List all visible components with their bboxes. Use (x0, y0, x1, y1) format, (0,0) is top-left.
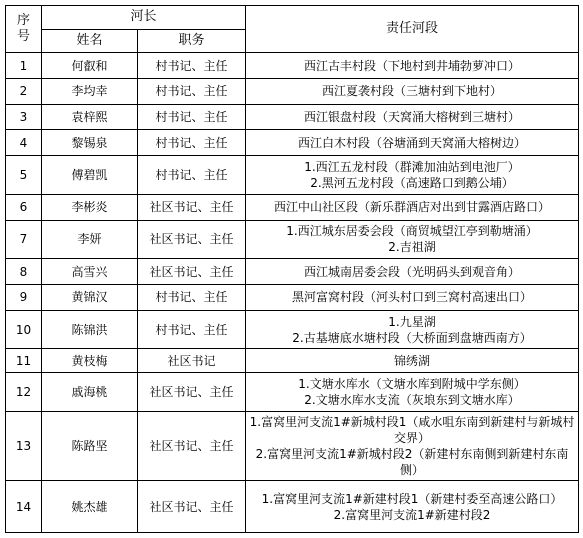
row-number: 12 (6, 372, 42, 411)
section-line: 2.吉祖湖 (388, 240, 436, 255)
chief-name: 李彬炎 (42, 194, 138, 220)
row-number: 11 (6, 349, 42, 373)
header-position: 职务 (138, 29, 246, 53)
row-number: 14 (6, 481, 42, 533)
row-number: 5 (6, 156, 42, 195)
section-line: 西江白木村段（谷塘涌到天窝涌大榕树边） (298, 135, 527, 150)
chief-position: 村书记、主任 (138, 310, 246, 349)
header-seq: 序 号 (6, 6, 42, 53)
responsible-section (246, 104, 579, 130)
chief-name: 高雪兴 (42, 259, 138, 285)
chief-name: 黄锦汉 (42, 284, 138, 310)
responsible-section (246, 349, 579, 373)
table-row (6, 104, 579, 130)
table-row (6, 130, 579, 156)
responsible-section (246, 194, 579, 220)
chief-position: 社区书记、主任 (138, 259, 246, 285)
section-line: 西江银盘村段（天窝涌大榕树到三塘村） (304, 110, 521, 125)
header-section: 责任河段 (246, 6, 579, 53)
section-line: 1.富窝里河支流1#新城村段1（咸水咀东南到新建村与新城村交界） (249, 414, 575, 445)
table-row (6, 310, 579, 349)
river-chief-table (5, 5, 579, 533)
chief-position: 社区书记、主任 (138, 411, 246, 481)
chief-name: 袁梓熙 (42, 104, 138, 130)
responsible-section (246, 156, 579, 195)
chief-name: 何叡和 (42, 53, 138, 79)
section-line: 锦绣湖 (394, 353, 431, 368)
row-number: 1 (6, 53, 42, 79)
row-number: 13 (6, 411, 42, 481)
responsible-section (246, 411, 579, 481)
section-line: 西江城南居委会段（光明码头到观音角） (304, 264, 521, 279)
chief-name: 李均幸 (42, 78, 138, 104)
section-line: 西江夏袭村段（三塘村到下地村） (322, 84, 503, 99)
table-row (6, 53, 579, 79)
section-line: 1.文塘水库水（文塘水库到附城中学东侧） (298, 376, 526, 391)
row-number: 6 (6, 194, 42, 220)
chief-position: 社区书记 (138, 349, 246, 373)
chief-position: 社区书记、主任 (138, 372, 246, 411)
chief-position: 村书记、主任 (138, 104, 246, 130)
section-line: 黑河富窝村段（河头村口到三窝村高速出口） (292, 290, 533, 305)
responsible-section (246, 78, 579, 104)
table-row (6, 194, 579, 220)
table-row (6, 481, 579, 533)
table-row (6, 284, 579, 310)
chief-position: 村书记、主任 (138, 284, 246, 310)
responsible-section (246, 310, 579, 349)
responsible-section (246, 259, 579, 285)
chief-name: 陈锦洪 (42, 310, 138, 349)
row-number: 2 (6, 78, 42, 104)
chief-position: 社区书记、主任 (138, 220, 246, 259)
table-row (6, 349, 579, 373)
section-line: 1.西江城东居委会段（商贸城望江亭到勒塘涌） (286, 224, 538, 239)
row-number: 4 (6, 130, 42, 156)
responsible-section (246, 481, 579, 533)
chief-name: 黄枝梅 (42, 349, 138, 373)
responsible-section (246, 130, 579, 156)
section-line: 1.九星湖 (388, 314, 436, 329)
section-line: 2.富窝里河支流1#新城村段2（新建村东南侧到新建村东南侧） (255, 446, 569, 477)
chief-name: 姚杰雄 (42, 481, 138, 533)
table-row (6, 156, 579, 195)
chief-position: 村书记、主任 (138, 53, 246, 79)
responsible-section (246, 53, 579, 79)
section-line: 西江古丰村段（下地村到井埔勃萝冲口） (304, 58, 521, 73)
chief-position: 村书记、主任 (138, 78, 246, 104)
table-row (6, 259, 579, 285)
chief-name: 陈路坚 (42, 411, 138, 481)
section-line: 1.富窝里河支流1#新建村段1（新建村委至高速公路口） (261, 491, 563, 506)
chief-position: 村书记、主任 (138, 156, 246, 195)
header-river-chief: 河长 (42, 6, 246, 30)
chief-name: 黎锡泉 (42, 130, 138, 156)
chief-position: 村书记、主任 (138, 130, 246, 156)
row-number: 8 (6, 259, 42, 285)
chief-position: 社区书记、主任 (138, 481, 246, 533)
responsible-section (246, 284, 579, 310)
row-number: 9 (6, 284, 42, 310)
section-line: 西江中山社区段（新乐群酒店对出到甘露酒店路口） (274, 200, 551, 215)
chief-name: 李妍 (42, 220, 138, 259)
row-number: 10 (6, 310, 42, 349)
chief-name: 傅碧凯 (42, 156, 138, 195)
responsible-section (246, 372, 579, 411)
section-line: 2.古基塘底水塘村段（大桥面到盘塘西南方） (292, 330, 532, 345)
section-line: 2.富窝里河支流1#新建村段2 (333, 507, 491, 522)
section-line: 2.文塘水库水支流（灰埌东到文塘水库） (304, 392, 520, 407)
table-row (6, 411, 579, 481)
chief-position: 社区书记、主任 (138, 194, 246, 220)
table-row (6, 372, 579, 411)
chief-name: 戚海桃 (42, 372, 138, 411)
responsible-section (246, 220, 579, 259)
table-row (6, 78, 579, 104)
section-line: 2.黑河五龙村段（高速路口到鹅公埔） (310, 176, 514, 191)
row-number: 7 (6, 220, 42, 259)
section-line: 1.西江五龙村段（群滩加油站到电池厂） (304, 160, 520, 175)
row-number: 3 (6, 104, 42, 130)
header-name: 姓名 (42, 29, 138, 53)
table-row (6, 220, 579, 259)
